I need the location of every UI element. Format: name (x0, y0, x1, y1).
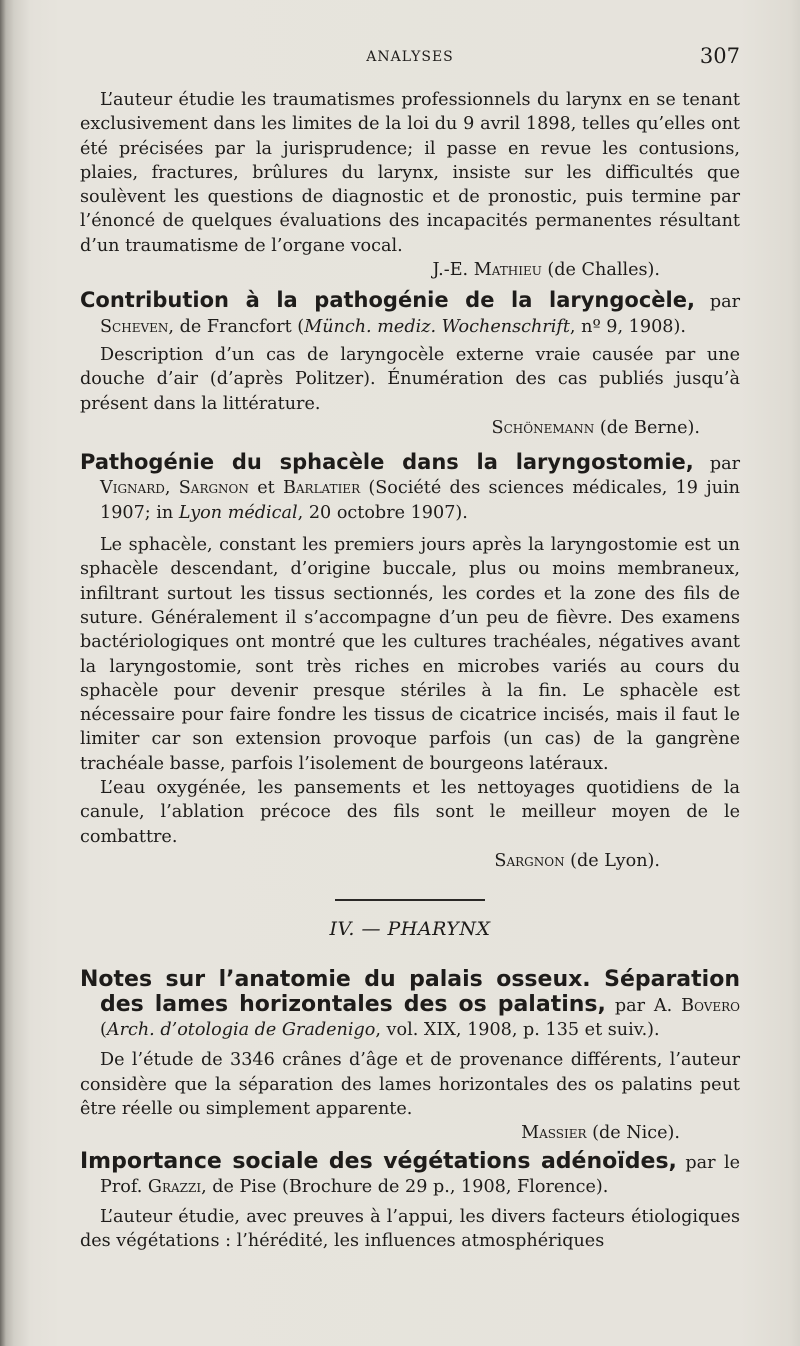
byline-prefix: par A. (614, 995, 673, 1016)
source-open: ( (100, 1020, 107, 1041)
source-text: (Société des sciences médicales, 19 juin 1907; in (100, 478, 741, 523)
source-journal: Lyon médical (178, 502, 298, 523)
section-divider (335, 899, 485, 901)
article-paragraph: L’auteur étudie, avec preuves à l’appui, les divers facteurs étiologiques des végétations : l’hérédité, les influences atmosphériques (80, 1207, 740, 1252)
article-author: Scheven (100, 316, 169, 337)
article-title-block (80, 1150, 740, 1200)
source-suffix: , vol. XIX, 1908, p. 135 et suiv.). (375, 1020, 660, 1041)
author-conjunction: et (257, 478, 275, 499)
article-paragraph: Description d’un cas de laryngocèle externe vraie causée par une douche d’air (d’après Politzer). Énumération des cas publiés jusqu’à présent dans la littérature. (80, 344, 740, 414)
article-title-block (80, 450, 740, 525)
article-paragraph: De l’étude de 3346 crânes d’âge et de provenance différents, l’auteur considère que la séparation des lames horizontales des os palatins peut être réelle ou simplement apparente. (80, 1050, 740, 1119)
article-signature (80, 849, 660, 873)
page-header (80, 44, 740, 74)
signature-place: (de Challes). (547, 260, 660, 281)
article-authors: Vignard, Sargnon (100, 478, 249, 499)
signature-place: (de Berne). (599, 417, 700, 438)
signature-place: (de Lyon). (570, 850, 660, 871)
article-title: Notes sur l’anatomie du palais osseux. Séparation des lames horizontales des os palatins, (80, 966, 740, 1017)
page-body (80, 88, 740, 1254)
article-title: Importance sociale des végétations adénoïdes, (80, 1148, 677, 1174)
signature-name: Sargnon (494, 850, 565, 871)
byline-prefix: par (709, 454, 740, 475)
article-title: Pathogénie du sphacèle dans la laryngostomie, (80, 450, 694, 475)
page-number: 307 (699, 44, 740, 68)
source-suffix: , 20 octobre 1907). (297, 502, 468, 523)
article-author: Grazzi (147, 1176, 202, 1197)
article-signature (80, 416, 700, 440)
article-paragraph: L’eau oxygénée, les pansements et les nettoyages quotidiens de la canule, l’ablation précoce des fils sont le meilleur moyen de le combattre. (80, 778, 740, 847)
article-author: Bovero (681, 995, 740, 1016)
signature-name: J.-E. Mathieu (432, 260, 542, 281)
source-suffix: , de Pise (Brochure de 29 p., 1908, Florence). (201, 1176, 609, 1197)
article-signature (80, 258, 660, 282)
article-paragraph: Le sphacèle, constant les premiers jours après la laryngostomie est un sphacèle descendant, d’origine buccale, plus ou moins membraneux, infiltrant surtout les tissus sectionnés, les cordes et la zone des fils de suture. Généralement il s’accompagne d’un peu de fièvre. Des examens bactériologiques ont montré que les cultures trachéales, négatives avant la laryngostomie, sont très riches en microbes variés au cours du sphacèle pour devenir presque stériles à la fin. Le sphacèle est nécessaire pour faire fondre les tissus de cicatrice incisés, mais il faut le limiter car son extension provoque parfois (un cas) de la gangrène trachéale basse, parfois l’isolement de bourgeons latéraux. (80, 535, 740, 774)
source-journal: Münch. mediz. Wochenschrift (304, 316, 570, 337)
signature-place: (de Nice). (592, 1123, 680, 1144)
article-title-block (80, 288, 740, 339)
running-head: ANALYSES (366, 49, 454, 65)
source-prefix: , de Francfort ( (168, 316, 305, 337)
source-suffix: , nº 9, 1908). (569, 316, 686, 337)
article-title: Contribution à la pathogénie de la laryngocèle, (80, 288, 695, 313)
article-paragraph: L’auteur étudie les traumatismes professionnels du larynx en se tenant exclusivement dans les limites de la loi du 9 avril 1898, telles qu’elles ont été précisées par la jurisprudence; il passe en revue les contusions, plaies, fractures, brûlures du larynx, insiste sur les difficultés que soulèvent les questions de diagnostic et de pronostic, puis termine par l’énoncé de quelques évaluations des incapacités permanentes résultant d’un traumatisme de l’organe vocal. (80, 90, 740, 256)
source-journal: Arch. d’otologia de Gradenigo (106, 1020, 376, 1041)
article-signature (80, 1121, 680, 1145)
signature-name: Massier (521, 1123, 587, 1144)
byline-prefix: par le Prof. (100, 1152, 741, 1197)
article-author: Barlatier (282, 478, 361, 499)
section-heading: IV. — PHARYNX (329, 918, 491, 941)
byline-prefix: par (709, 292, 741, 313)
signature-name: Schönemann (491, 417, 595, 438)
article-title-block (80, 968, 740, 1043)
